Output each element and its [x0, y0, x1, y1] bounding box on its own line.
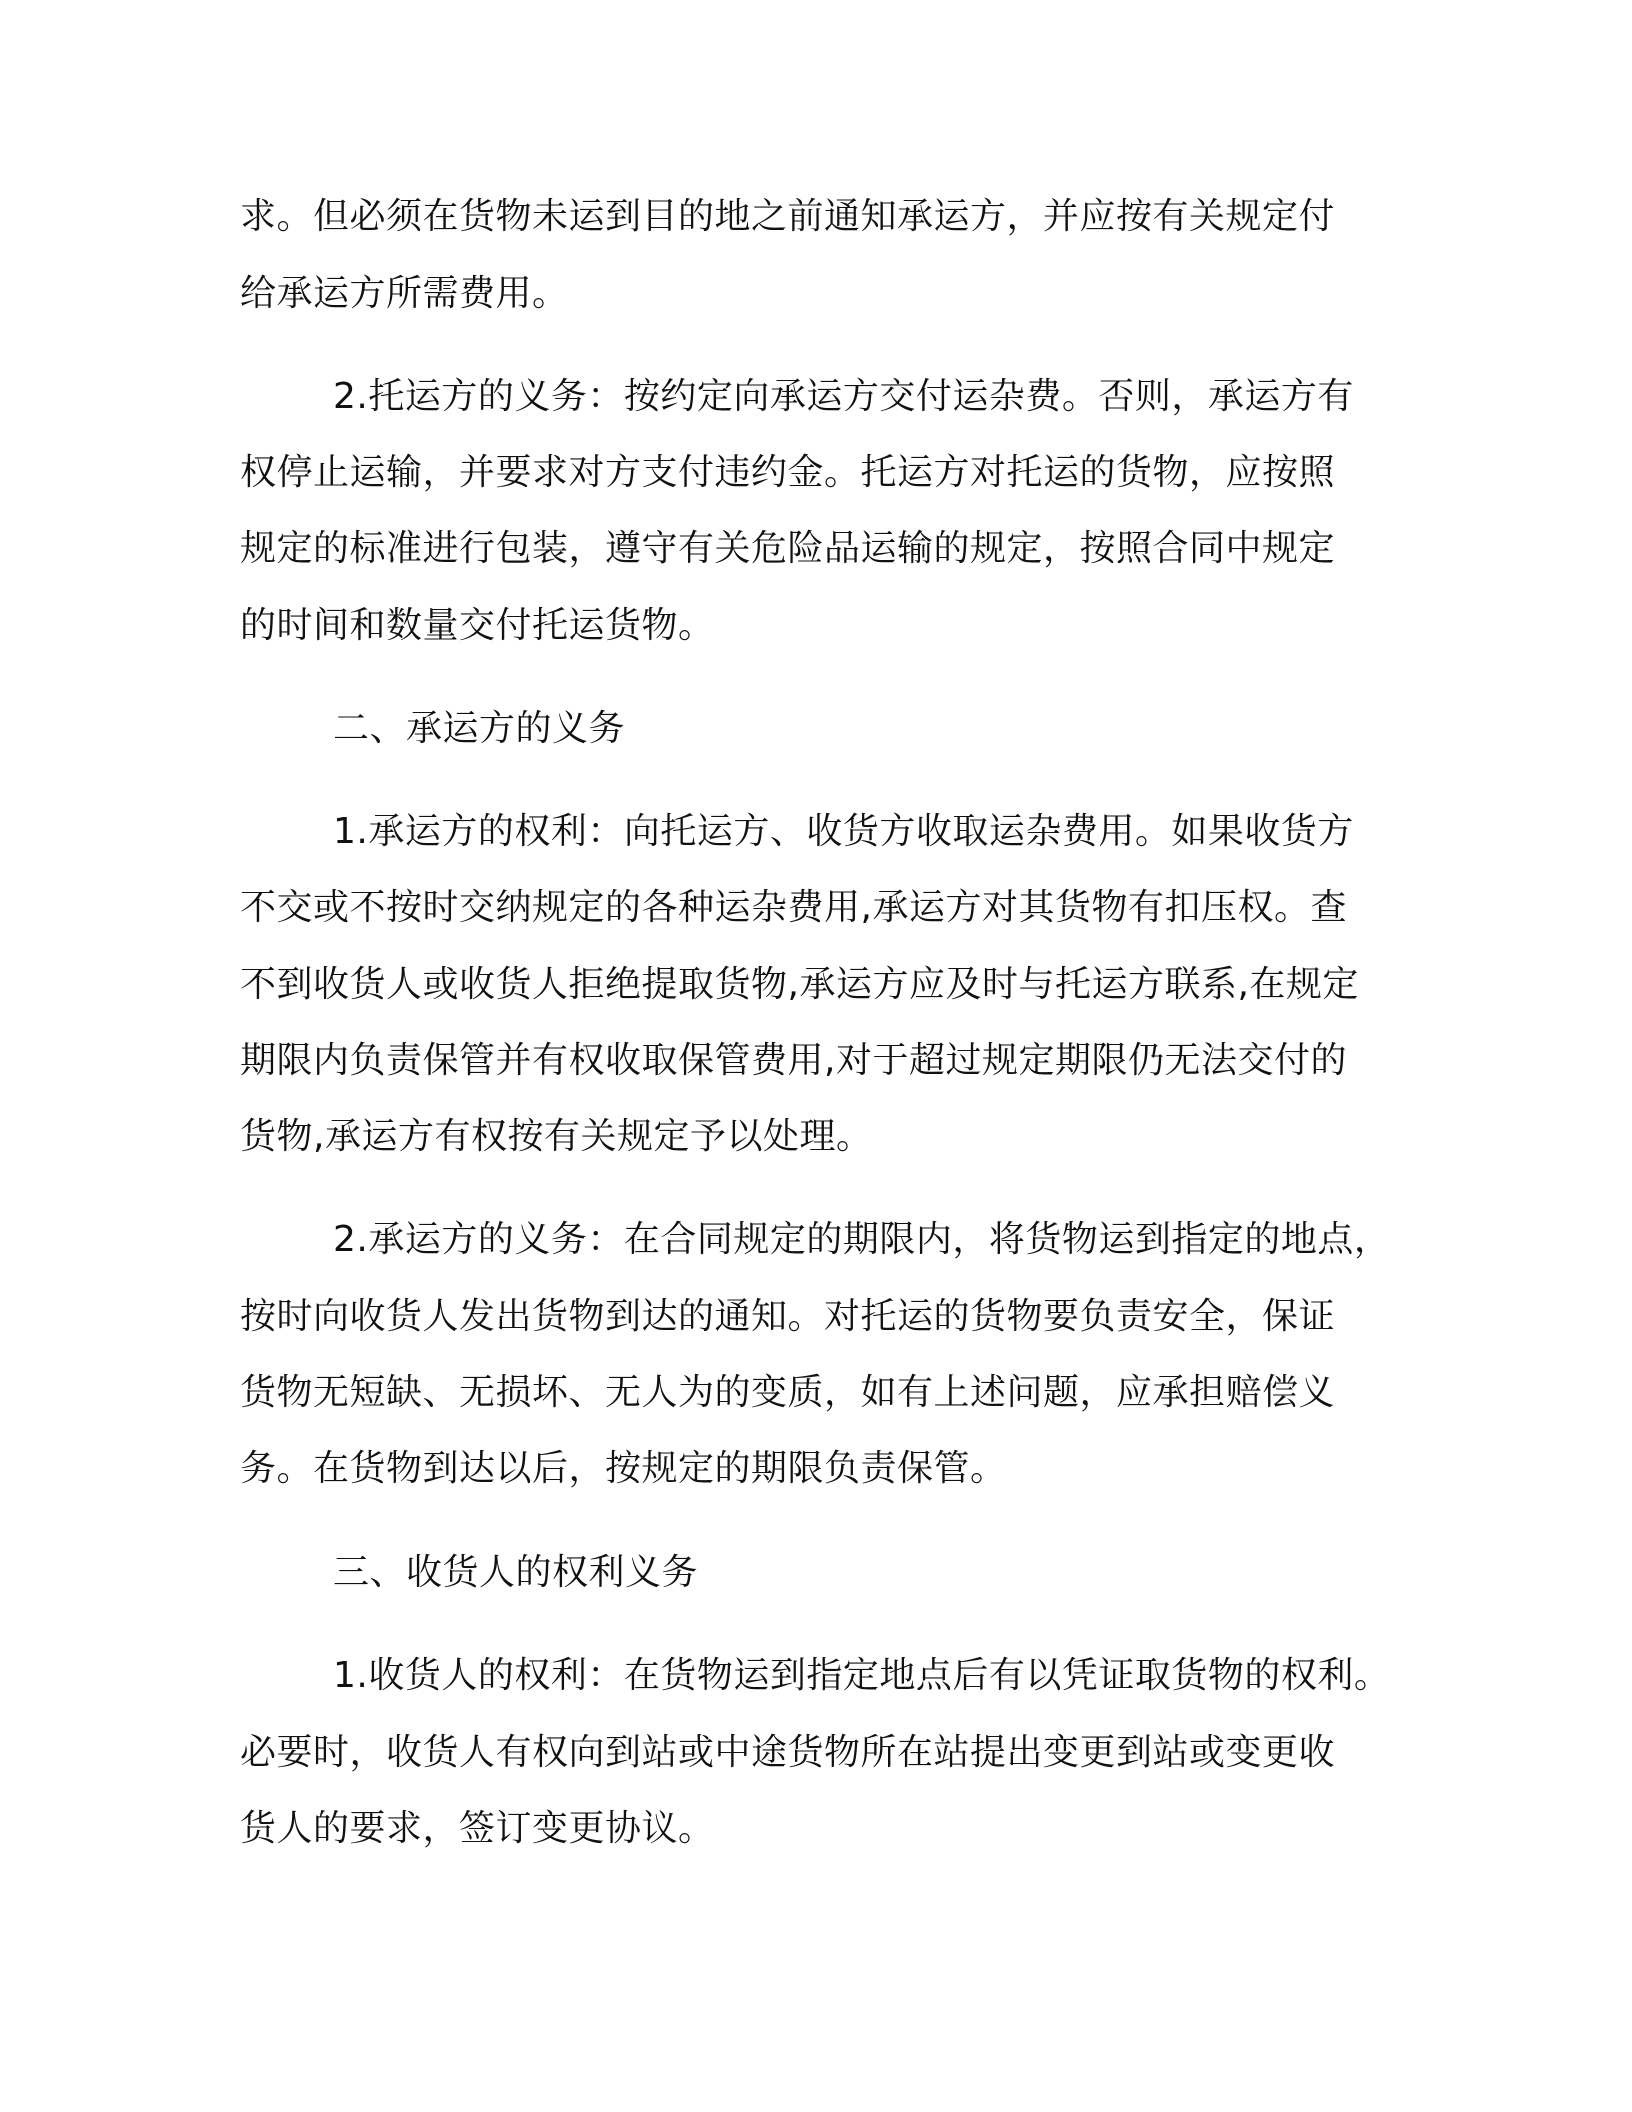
text-line: 不到收货人或收货人拒绝提取货物,承运方应及时与托运方联系,在规定: [240, 964, 1359, 1005]
text-line: 求。但必须在货物未运到目的地之前通知承运方，并应按有关规定付: [240, 196, 1336, 237]
text-line: 不交或不按时交纳规定的各种运杂费用,承运方对其货物有扣压权。查: [240, 887, 1347, 928]
text-line: 务。在货物到达以后，按规定的期限负责保管。: [240, 1448, 1007, 1489]
text-line: 货人的要求，签订变更协议。: [240, 1808, 715, 1849]
text-line: 货物,承运方有权按有关规定予以处理。: [240, 1116, 873, 1157]
text-line: 规定的标准进行包装，遵守有关危险品运输的规定，按照合同中规定: [240, 528, 1336, 569]
text-line: 权停止运输，并要求对方支付违约金。托运方对托运的货物，应按照: [240, 452, 1336, 493]
text-line: 必要时，收货人有权向到站或中途货物所在站提出变更到站或变更收: [240, 1732, 1336, 1773]
text-line: 给承运方所需费用。: [240, 273, 569, 314]
paragraph-start: 1.承运方的权利：向托运方、收货方收取运杂费用。如果收货方: [333, 811, 1354, 852]
paragraph-start: 1.收货人的权利：在货物运到指定地点后有以凭证取货物的权利。: [333, 1655, 1391, 1696]
text-line: 按时向收货人发出货物到达的通知。对托运的货物要负责安全，保证: [240, 1296, 1336, 1337]
section-heading: 三、收货人的权利义务: [333, 1552, 699, 1593]
text-line: 的时间和数量交付托运货物。: [240, 605, 715, 646]
paragraph-start: 2.托运方的义务：按约定向承运方交付运杂费。否则，承运方有: [333, 376, 1354, 417]
section-heading: 二、承运方的义务: [333, 708, 626, 749]
text-line: 期限内负责保管并有权收取保管费用,对于超过规定期限仍无法交付的: [240, 1040, 1347, 1081]
text-line: 货物无短缺、无损坏、无人为的变质，如有上述问题，应承担赔偿义: [240, 1372, 1336, 1413]
paragraph-start: 2.承运方的义务：在合同规定的期限内，将货物运到指定的地点，: [333, 1219, 1391, 1260]
